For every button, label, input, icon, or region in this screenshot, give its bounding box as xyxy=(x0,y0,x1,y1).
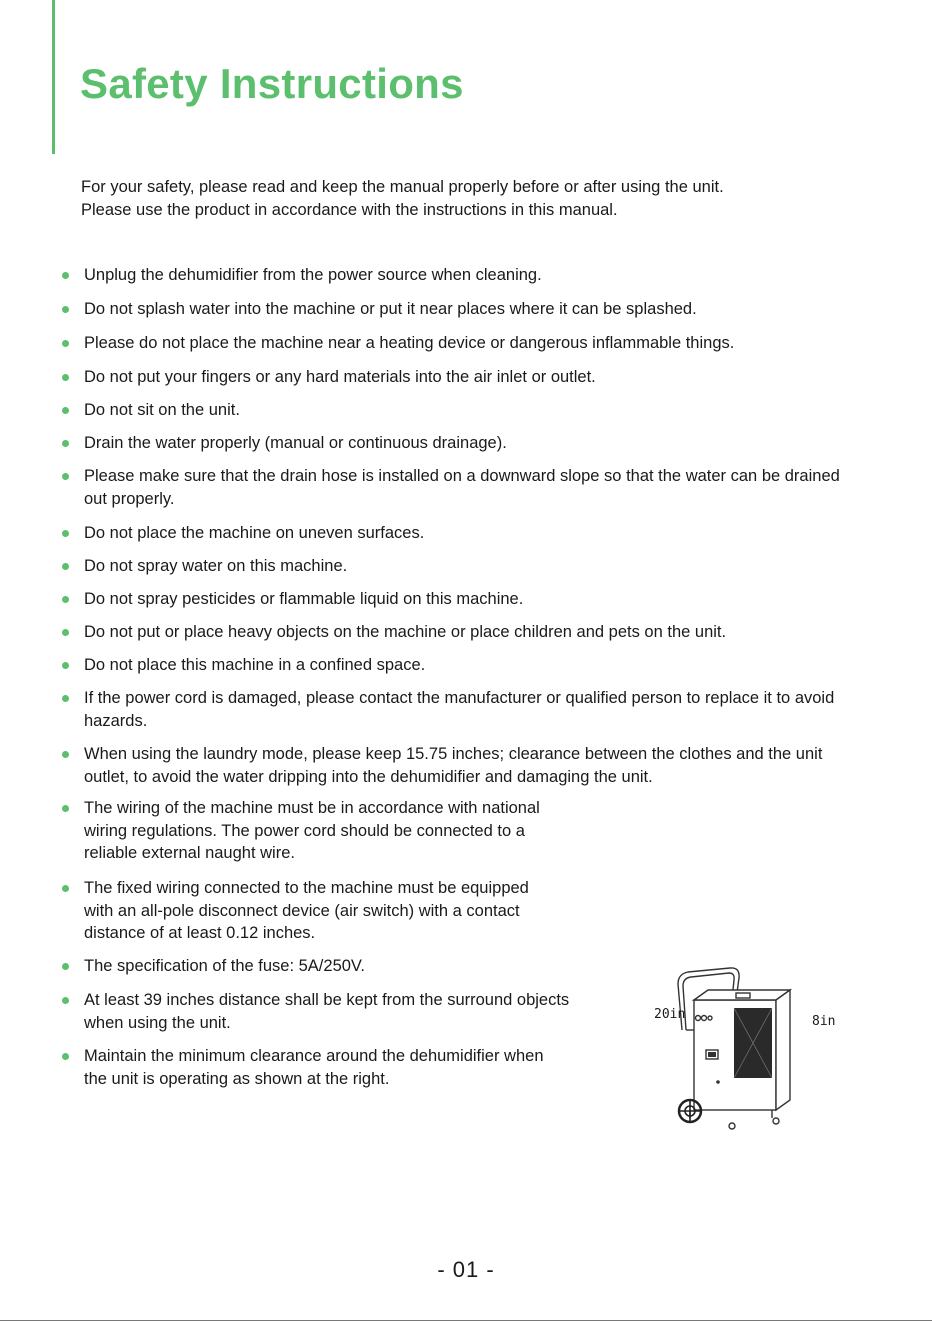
bullet-text: When using the laundry mode, please keep 15.75 inches; clearance between the clothes and the unit outlet, to avoid the water dripping into the dehumidifier and damaging the unit. xyxy=(84,745,823,786)
bullet-item xyxy=(62,366,862,389)
bullet-item xyxy=(62,298,862,321)
dehumidifier-clearance-illustration xyxy=(598,966,848,1136)
bullet-dot-icon xyxy=(62,885,69,892)
bullet-item xyxy=(62,1045,562,1090)
bullet-item xyxy=(62,264,862,287)
bullet-text: Do not place this machine in a confined space. xyxy=(84,656,426,674)
bullet-item xyxy=(62,989,597,1034)
bullet-dot-icon xyxy=(62,440,69,447)
bullet-dot-icon xyxy=(62,306,69,313)
bullet-dot-icon xyxy=(62,272,69,279)
right-clearance-label: 8in xyxy=(812,1014,836,1029)
bullet-item xyxy=(62,687,862,732)
bullet-dot-icon xyxy=(62,1053,69,1060)
bullet-text: Do not sit on the unit. xyxy=(84,401,240,419)
bullet-text: Unplug the dehumidifier from the power source when cleaning. xyxy=(84,266,542,284)
bullet-item xyxy=(62,465,862,510)
bullet-dot-icon xyxy=(62,596,69,603)
bullet-item xyxy=(62,522,862,545)
bullet-item xyxy=(62,743,862,788)
bullet-dot-icon xyxy=(62,374,69,381)
bullet-dot-icon xyxy=(62,695,69,702)
bullet-dot-icon xyxy=(62,563,69,570)
bullet-dot-icon xyxy=(62,473,69,480)
intro-line: For your safety, please read and keep the manual properly before or after using the unit. xyxy=(81,178,724,196)
bullet-dot-icon xyxy=(62,997,69,1004)
bullet-item xyxy=(62,555,862,578)
page-number: - 01 - xyxy=(437,1257,495,1282)
bullet-text: Do not splash water into the machine or put it near places where it can be splashed. xyxy=(84,300,697,318)
bullet-item xyxy=(62,432,862,455)
bullet-text: Do not put or place heavy objects on the machine or place children and pets on the unit. xyxy=(84,623,727,641)
bullet-text: Do not place the machine on uneven surfaces. xyxy=(84,524,425,542)
bullet-dot-icon xyxy=(62,662,69,669)
bullet-dot-icon xyxy=(62,629,69,636)
bullet-text: Please do not place the machine near a heating device or dangerous inflammable things. xyxy=(84,334,735,352)
bullet-item xyxy=(62,877,562,945)
bullet-item xyxy=(62,621,862,644)
bullet-item xyxy=(62,588,862,611)
bullet-dot-icon xyxy=(62,963,69,970)
bullet-text: Do not spray water on this machine. xyxy=(84,557,348,575)
bullet-text: Please make sure that the drain hose is installed on a downward slope so that the water can be drained out properly. xyxy=(84,467,840,508)
accent-bar xyxy=(52,0,55,154)
bullet-dot-icon xyxy=(62,805,69,812)
bullet-dot-icon xyxy=(62,751,69,758)
left-clearance-label: 20in xyxy=(654,1007,686,1022)
bullet-text: Do not put your fingers or any hard materials into the air inlet or outlet. xyxy=(84,368,596,386)
bullet-text: If the power cord is damaged, please contact the manufacturer or qualified person to replace it to avoid hazards. xyxy=(84,689,835,730)
bullet-item xyxy=(62,332,862,355)
bullet-item xyxy=(62,955,562,978)
bullet-dot-icon xyxy=(62,407,69,414)
bullet-dot-icon xyxy=(62,340,69,347)
intro-paragraph xyxy=(81,176,724,222)
bullet-text: The wiring of the machine must be in accordance with national wiring regulations. The power cord should be connected to a reliable external naught wire. xyxy=(84,799,540,862)
bullet-item xyxy=(62,797,562,865)
wheel-icon xyxy=(679,1100,701,1122)
page-title: Safety Instructions xyxy=(80,60,464,107)
bullet-text: At least 39 inches distance shall be kept from the surround objects when using the unit. xyxy=(84,991,570,1032)
bullet-item xyxy=(62,654,862,677)
bullet-item xyxy=(62,399,862,422)
bullet-text: Drain the water properly (manual or continuous drainage). xyxy=(84,434,507,452)
bullet-text: The fixed wiring connected to the machine must be equipped with an all-pole disconnect device (air switch) with a contact distance of at least 0.12 inches. xyxy=(84,879,529,942)
intro-line: Please use the product in accordance with the instructions in this manual. xyxy=(81,201,618,219)
bullet-dot-icon xyxy=(62,530,69,537)
bullet-text: Maintain the minimum clearance around the dehumidifier when the unit is operating as shown at the right. xyxy=(84,1047,544,1088)
bullet-text: The specification of the fuse: 5A/250V. xyxy=(84,957,365,975)
bullet-text: Do not spray pesticides or flammable liquid on this machine. xyxy=(84,590,524,608)
bottom-rule xyxy=(0,1320,932,1321)
